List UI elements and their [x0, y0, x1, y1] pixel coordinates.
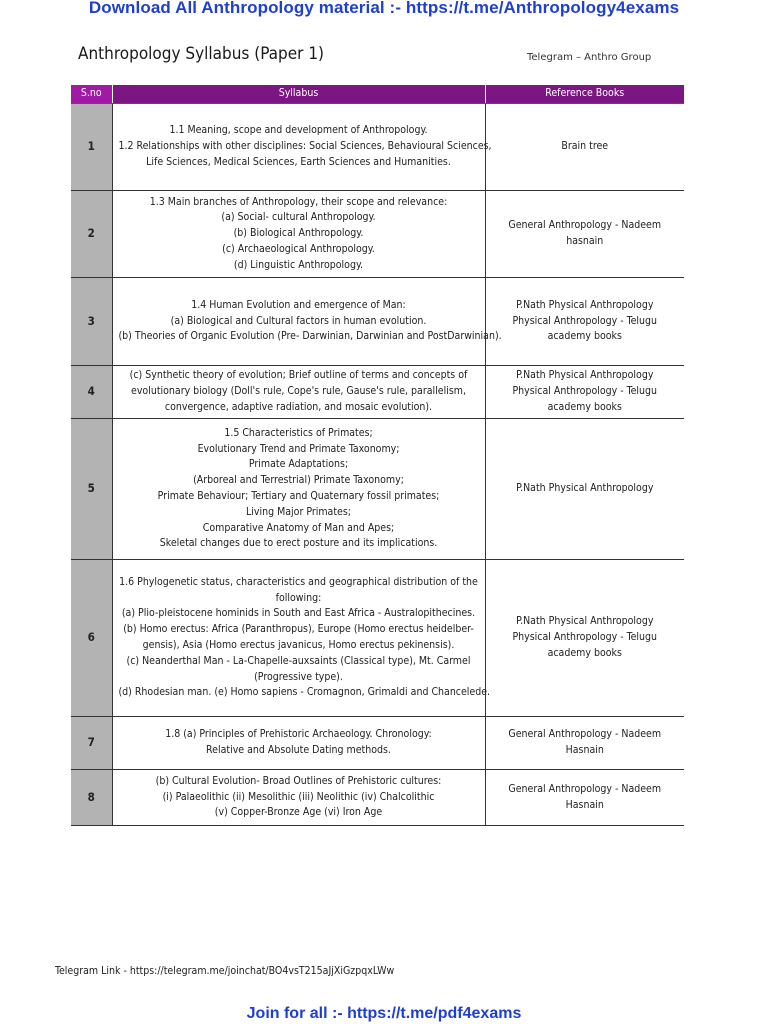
book-line: academy books [547, 646, 622, 659]
book-line: General Anthropology - Nadeem [508, 782, 662, 795]
book-line: academy books [547, 330, 622, 343]
book-line: P.Nath Physical Anthropology [516, 482, 654, 495]
row-number: 2 [71, 191, 112, 278]
table-row [71, 278, 684, 366]
header-sno: S.no [71, 85, 112, 104]
syllabus-cell [112, 770, 485, 826]
reference-books-cell [485, 104, 684, 191]
table-row [71, 366, 684, 419]
syllabus-cell [112, 278, 502, 366]
syllabus-line: gensis), Asia (Homo erectus javanicus, Homo erectus pekinensis). [142, 639, 455, 651]
row-number: 6 [71, 560, 112, 717]
syllabus-line: 1.3 Main branches of Anthropology, their scope and relevance: [149, 195, 448, 208]
syllabus-line: following: [275, 591, 322, 604]
telegram-join-link[interactable]: Telegram Link - https://telegram.me/joinchat/BO4vsT215aJjXiGzpqxLWw [55, 965, 395, 977]
syllabus-line: Relative and Absolute Dating methods. [206, 744, 391, 756]
book-line: Physical Anthropology - Telugu [512, 631, 658, 644]
syllabus-line: (i) Palaeolithic (ii) Mesolithic (iii) Neolithic (iv) Chalcolithic [162, 790, 435, 803]
syllabus-line: (d) Linguistic Anthropology. [233, 258, 364, 271]
book-line: Physical Anthropology - Telugu [512, 385, 658, 398]
row-number: 5 [71, 419, 112, 560]
syllabus-line: (b) Homo erectus: Africa (Paranthropus), Europe (Homo erectus heidelber- [123, 623, 474, 636]
syllabus-line: (c) Synthetic theory of evolution; Brief outline of terms and concepts of [129, 369, 468, 382]
page-title: Anthropology Syllabus (Paper 1) [78, 44, 325, 64]
syllabus-line: (d) Rhodesian man. (e) Homo sapiens - Cromagnon, Grimaldi and Chancelede. [118, 686, 491, 699]
syllabus-cell [112, 560, 491, 717]
syllabus-line: Skeletal changes due to erect posture and its implications. [159, 537, 438, 550]
reference-books-cell [485, 419, 684, 560]
bottom-join-banner[interactable]: Join for all :- https://t.me/pdf4exams [246, 1005, 522, 1022]
book-line: P.Nath Physical Anthropology [516, 298, 654, 311]
syllabus-table [71, 85, 684, 826]
table-row [71, 191, 684, 278]
row-number: 1 [71, 104, 112, 191]
book-line: Hasnain [565, 744, 604, 756]
syllabus-line: (v) Copper-Bronze Age (vi) Iron Age [214, 806, 383, 819]
book-line: hasnain [566, 235, 604, 247]
syllabus-line: (b) Cultural Evolution- Broad Outlines of Prehistoric cultures: [155, 774, 442, 787]
syllabus-line: 1.6 Phylogenetic status, characteristics and geographical distribution of the [119, 575, 478, 588]
syllabus-line: Life Sciences, Medical Sciences, Earth Sciences and Humanities. [146, 155, 451, 168]
book-line: Physical Anthropology - Telugu [512, 314, 658, 327]
reference-books-cell [485, 717, 684, 770]
reference-books-cell [485, 278, 684, 366]
syllabus-line: (c) Archaeological Anthropology. [222, 242, 375, 255]
book-line: P.Nath Physical Anthropology [516, 369, 654, 382]
table-row [71, 770, 684, 826]
book-line: academy books [547, 400, 622, 413]
row-number: 4 [71, 366, 112, 419]
syllabus-line: Evolutionary Trend and Primate Taxonomy; [197, 442, 400, 455]
syllabus-line: 1.5 Characteristics of Primates; [224, 426, 373, 439]
row-number: 8 [71, 770, 112, 826]
reference-books-cell [485, 560, 684, 717]
syllabus-line: Living Major Primates; [246, 505, 351, 518]
syllabus-cell [112, 104, 492, 191]
syllabus-line: Comparative Anatomy of Man and Apes; [202, 521, 395, 534]
syllabus-cell [112, 419, 485, 560]
syllabus-line: (Progressive type). [254, 670, 343, 683]
syllabus-cell [112, 191, 485, 278]
top-download-banner[interactable]: Download All Anthropology material :- https://t.me/Anthropology4exams [88, 0, 680, 17]
syllabus-line: (c) Neanderthal Man - La-Chapelle-auxsaints (Classical type), Mt. Carmel [126, 654, 471, 667]
syllabus-line: (b) Biological Anthropology. [233, 227, 364, 240]
telegram-group-label: Telegram – Anthro Group [527, 52, 652, 63]
row-number: 3 [71, 278, 112, 366]
book-line: Brain tree [561, 140, 609, 153]
header-syllabus: Syllabus [112, 85, 485, 104]
syllabus-line: 1.4 Human Evolution and emergence of Man: [191, 298, 406, 311]
row-number: 7 [71, 717, 112, 770]
syllabus-line: Primate Behaviour; Tertiary and Quaternary fossil primates; [157, 490, 440, 502]
book-line: Hasnain [565, 798, 604, 811]
syllabus-line: (a) Plio-pleistocene hominids in South and East Africa - Australopithecines. [121, 607, 476, 620]
table-row [71, 560, 684, 717]
syllabus-line: 1.1 Meaning, scope and development of Anthropology. [169, 124, 428, 137]
reference-books-cell [485, 770, 684, 826]
table-row [71, 717, 684, 770]
syllabus-line: (a) Biological and Cultural factors in human evolution. [170, 314, 427, 327]
syllabus-line: (a) Social- cultural Anthropology. [221, 211, 376, 224]
table-header-row [71, 85, 684, 104]
book-line: General Anthropology - Nadeem [508, 728, 662, 741]
syllabus-cell [112, 366, 485, 419]
table-row [71, 104, 684, 191]
syllabus-line: 1.2 Relationships with other disciplines: Social Sciences, Behavioural Sciences, [118, 140, 492, 153]
reference-books-cell [485, 191, 684, 278]
syllabus-line: Primate Adaptations; [248, 458, 349, 471]
book-line: P.Nath Physical Anthropology [516, 615, 654, 628]
syllabus-line: evolutionary biology (Doll's rule, Cope's rule, Gause's rule, parallelism, [131, 385, 466, 398]
syllabus-line: (Arboreal and Terrestrial) Primate Taxonomy; [193, 474, 404, 487]
book-line: General Anthropology - Nadeem [508, 219, 662, 232]
table-row [71, 419, 684, 560]
header-reference-books: Reference Books [485, 85, 684, 104]
syllabus-line: (b) Theories of Organic Evolution (Pre- Darwinian, Darwinian and PostDarwinian). [118, 330, 502, 343]
syllabus-cell [112, 717, 485, 770]
syllabus-line: 1.8 (a) Principles of Prehistoric Archaeology. Chronology: [165, 728, 432, 741]
syllabus-line: convergence, adaptive radiation, and mosaic evolution). [164, 400, 433, 413]
reference-books-cell [485, 366, 684, 419]
